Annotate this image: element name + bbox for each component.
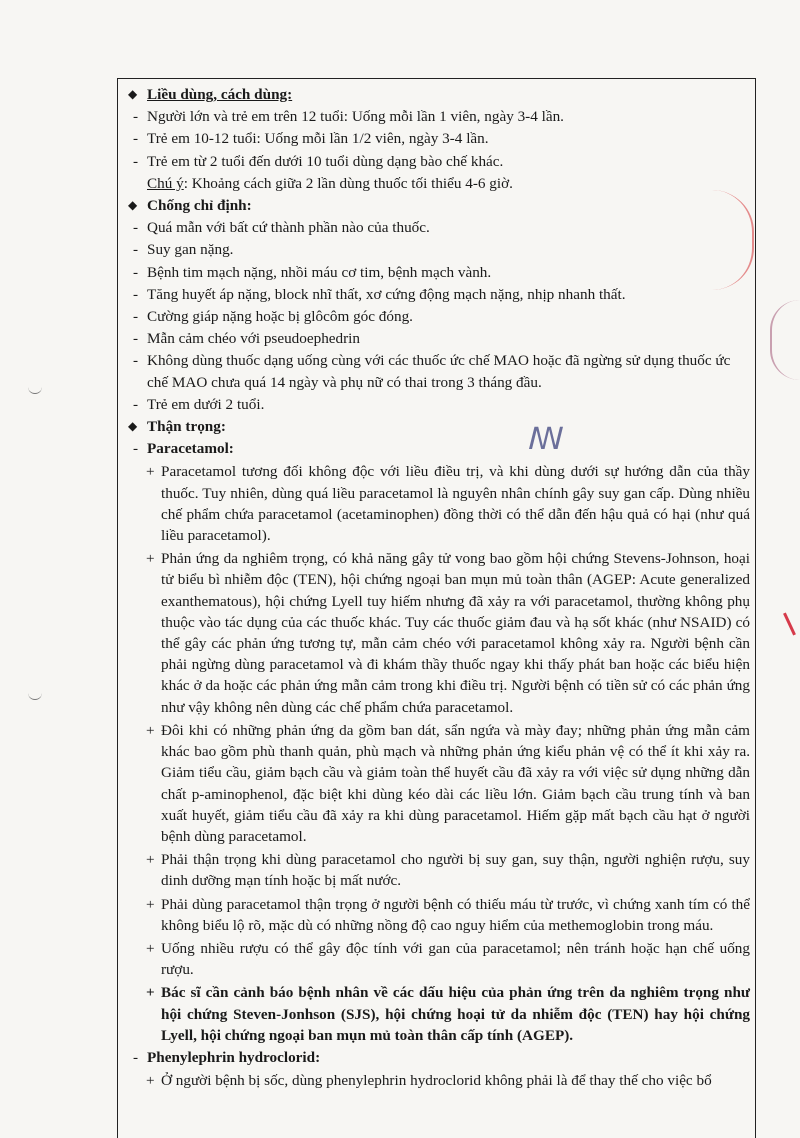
list-item: - Người lớn và trẻ em trên 12 tuổi: Uống mỗi lần 1 viên, ngày 3-4 lần. <box>133 108 564 126</box>
list-item: + Uống nhiều rượu có thể gây độc tính với gan của paracetamol; nên tránh hoặc hạn chế uống rượu. <box>146 939 750 979</box>
diamond-bullet-icon: ◆ <box>128 198 138 213</box>
list-item: + Ở người bệnh bị sốc, dùng phenylephrin hydroclorid không phải là để thay thế cho việc bổ <box>146 1072 712 1090</box>
list-item: - Trẻ em từ 2 tuổi đến dưới 10 tuổi dùng dạng bào chế khác. <box>133 152 504 170</box>
red-tick-mark <box>783 612 796 635</box>
list-item: - Tăng huyết áp nặng, block nhĩ thất, xơ cứng động mạch nặng, nhịp nhanh thất. <box>133 285 626 303</box>
list-item: + Đôi khi có những phản ứng da gồm ban dát, sẩn ngứa và mày đay; những phản ứng mẫn cảm khác bao gồm phù thanh quản, phù mạch và những phản ứng kiểu phản vệ có thể ít khi xảy ra. Giảm tiểu cầu, giảm bạch cầu và giảm toàn thể huyết cầu đã xảy ra với việc sử dụng những dẫn chất p-aminophenol, đặc biệt khi dùng kéo dài các liều lớn. Giảm bạch cầu trung tính và ban xuất huyết, giảm tiểu cầu đã xảy ra khi dùng paracetamol. Hiếm gặp mất bạch cầu hạt ở người bệnh dùng paracetamol. <box>146 721 750 845</box>
paracetamol-subheading: - Paracetamol: <box>133 440 234 458</box>
list-item: + Phải dùng paracetamol thận trọng ở người bệnh có thiếu máu từ trước, vì chứng xanh tím có thể không biểu lộ rõ, mặc dù có những nồng độ cao nguy hiểm của methemoglobin trong máu. <box>146 895 750 934</box>
list-item: - Quá mẫn với bất cứ thành phần nào của thuốc. <box>133 219 430 237</box>
list-item: - Trẻ em dưới 2 tuổi. <box>133 395 265 413</box>
phenylephrine-subheading: - Phenylephrin hydroclorid: <box>133 1048 321 1066</box>
stamp-mark-right <box>770 300 800 380</box>
document-body <box>128 83 750 1091</box>
list-item: + Phải thận trọng khi dùng paracetamol cho người bị suy gan, suy thận, người nghiện rượu, suy dinh dưỡng mạn tính hoặc bị mất nước. <box>146 851 750 890</box>
skin-reaction-warning: + Bác sĩ cần cảnh báo bệnh nhân về các dấu hiệu của phản ứng trên da nghiêm trọng như hội chứng Steven-Jonhson (SJS), hội chứng hoại tử da nhiễm độc (TEN) hay hội chứng Lyell, hội chứng ngoại ban mụn mủ toàn thân cấp tính (AGEP). <box>146 984 750 1044</box>
caution-section <box>128 416 750 437</box>
list-item: + Paracetamol tương đối không độc với liều điều trị, và khi dùng dưới sự hướng dẫn của thầy thuốc. Tuy nhiên, dùng quá liều paracetamol là nguyên nhân chính gây suy gan cấp. Dùng nhiều chế phẩm chứa paracetamol (acetaminophen) đồng thời có thể dẫn đến hậu quả có hại (như quá liều paracetamol). <box>146 463 750 545</box>
diamond-bullet-icon: ◆ <box>128 419 138 434</box>
diamond-bullet-icon: ◆ <box>128 87 138 101</box>
punch-hole-mark <box>28 384 42 394</box>
punch-hole-mark <box>28 690 42 700</box>
list-item: - Mẫn cảm chéo với pseudoephedrin <box>133 330 360 348</box>
list-item: - Suy gan nặng. <box>133 241 234 259</box>
dosage-section <box>128 84 750 105</box>
dosage-note: Chú ý: Khoảng cách giữa 2 lần dùng thuốc tối thiểu 4-6 giờ. <box>147 174 513 192</box>
initials-signature-icon: ꟿ <box>528 422 564 457</box>
caution-heading: Thận trọng: <box>147 418 226 436</box>
list-item: - Bệnh tim mạch nặng, nhồi máu cơ tim, bệnh mạch vành. <box>133 263 492 281</box>
dosage-heading: Liều dùng, cách dùng: <box>147 86 293 103</box>
list-item: - Không dùng thuốc dạng uống cùng với các thuốc ức chế MAO hoặc đã ngừng sử dụng thuốc ức chế MAO chưa quá 14 ngày và phụ nữ có thai trong 3 tháng đầu. <box>133 352 731 391</box>
list-item: - Trẻ em 10-12 tuổi: Uống mỗi lần 1/2 viên, ngày 3-4 lần. <box>133 130 489 148</box>
contra-heading: Chống chỉ định: <box>147 197 252 215</box>
list-item: + Phản ứng da nghiêm trọng, có khả năng gây tử vong bao gồm hội chứng Stevens-Johnson, hoại tử biểu bì nhiễm độc (TEN), hội chứng ngoại ban mụn mủ toàn thân (AGEP: Acute generalized exanthematous), hội chứng Lyell tuy hiếm nhưng đã xảy ra với paracetamol, thường không phụ thuộc vào tác dụng của các thuốc khác. Tuy các thuốc giảm đau và hạ sốt khác (như NSAID) có thể gây các phản ứng tương tự, mẫn cảm chéo với paracetamol không xảy ra. Người bệnh cần phải ngừng dùng paracetamol và đi khám thầy thuốc ngay khi thấy phát ban hoặc các biểu hiện khác ở da hoặc các phản ứng mẫn cảm trong khi điều trị. Người bệnh có tiền sử có các phản ứng như vậy không nên dùng các chế phẩm chứa paracetamol. <box>146 550 750 716</box>
list-item: - Cường giáp nặng hoặc bị glôcôm góc đóng. <box>133 308 413 326</box>
contra-section <box>128 195 750 216</box>
